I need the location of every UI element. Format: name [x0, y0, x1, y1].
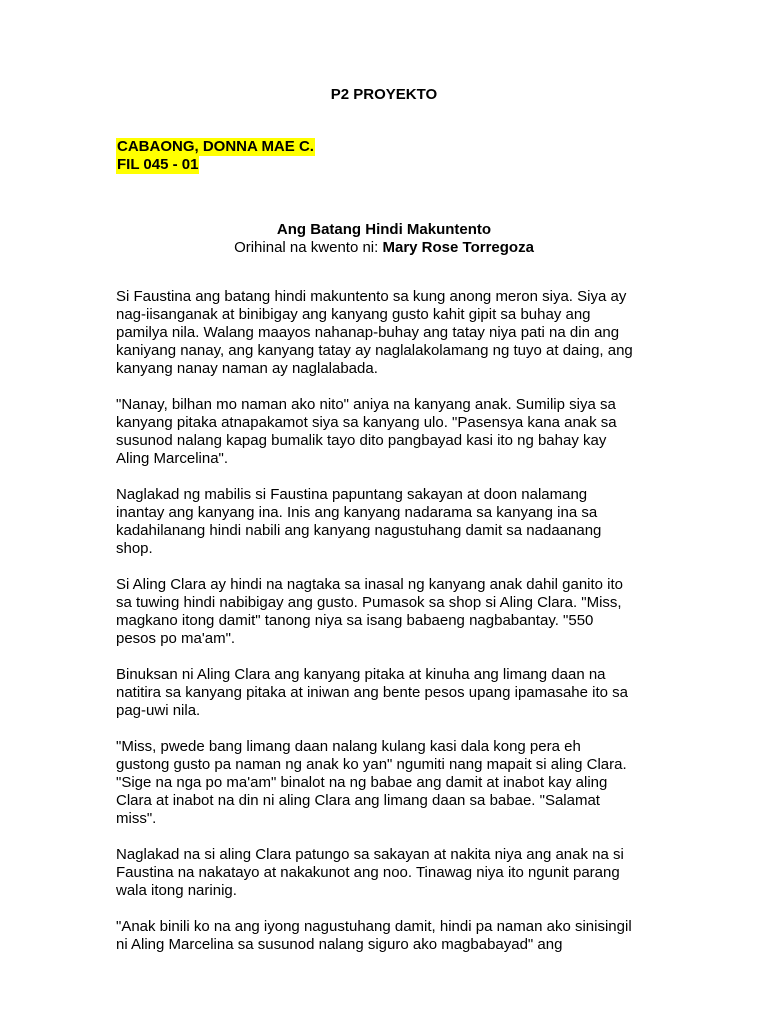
paragraph-line: shop. — [116, 540, 153, 557]
story-paragraph — [116, 288, 656, 378]
paragraph-line: pag-uwi nila. — [116, 702, 201, 719]
student-name: CABAONG, DONNA MAE C. — [117, 138, 314, 155]
paragraph-line: Aling Marcelina". — [116, 450, 229, 467]
paragraph-line: magkano itong damit" tanong niya sa isang babaeng nagbabantay. "550 — [116, 612, 594, 629]
paragraph-line: kanyang nanay naman ay naglalabada. — [116, 360, 378, 377]
paragraph-line: "Sige na nga po ma'am" binalot na ng babae ang damit at inabot kay aling — [116, 774, 608, 791]
story-paragraph — [116, 918, 656, 954]
paragraph-line: "Nanay, bilhan mo naman ako nito" aniya na kanyang anak. Sumilip siya sa — [116, 396, 616, 413]
paragraph-line: wala itong narinig. — [116, 882, 237, 899]
story-heading — [0, 221, 768, 257]
story-paragraph — [116, 396, 656, 468]
paragraph-line: Si Aling Clara ay hindi na nagtaka sa inasal ng kanyang anak dahil ganito ito — [116, 576, 624, 593]
author-name: Mary Rose Torregoza — [382, 239, 534, 256]
paragraph-line: Clara at inabot na din ni aling Clara ang limang daan sa babae. "Salamat — [116, 792, 600, 809]
paragraph-line: ni Aling Marcelina sa susunod nalang siguro ako magbabayad" ang — [116, 936, 563, 953]
story-title: Ang Batang Hindi Makuntento — [276, 221, 492, 238]
paragraph-line: sa tuwing hindi nabibigay ang gusto. Pumasok sa shop si Aling Clara. "Miss, — [116, 594, 622, 611]
paragraph-line: natitira sa kanyang pitaka at iniwan ang bente pesos upang ipamasahe ito sa — [116, 684, 629, 701]
paragraph-line: inantay ang kanyang ina. Inis ang kanyang nadarama sa kanyang ina sa — [116, 504, 598, 521]
student-info — [116, 138, 315, 174]
author-prefix: Orihinal na kwento ni: — [234, 239, 383, 256]
paragraph-line: Naglakad na si aling Clara patungo sa sakayan at nakita niya ang anak na si — [116, 846, 624, 863]
paragraph-line: susunod nalang kapag bumalik tayo dito pangbayad kasi ito ng bahay kay — [116, 432, 607, 449]
paragraph-line: kaniyang nanay, ang kanyang tatay ay naglalakolamang ng tuyo at daing, ang — [116, 342, 633, 359]
paragraph-line: nag-iisanganak at binibigay ang kanyang gusto kahit gipit sa buhay ang — [116, 306, 591, 323]
story-body — [116, 288, 656, 972]
paragraph-line: "Anak binili ko na ang iyong nagustuhang damit, hindi pa naman ako sinisingil — [116, 918, 632, 935]
paragraph-line: gustong gusto pa naman ng anak ko yan" ngumiti nang mapait si aling Clara. — [116, 756, 627, 773]
paragraph-line: Binuksan ni Aling Clara ang kanyang pitaka at kinuha ang limang daan na — [116, 666, 606, 683]
document-header: P2 PROYEKTO — [330, 86, 438, 103]
paragraph-line: pamilya nila. Walang maayos nahanap-buhay ang tatay niya pati na din ang — [116, 324, 620, 341]
paragraph-line: Naglakad ng mabilis si Faustina papuntang sakayan at doon nalamang — [116, 486, 588, 503]
paragraph-line: pesos po ma'am". — [116, 630, 236, 647]
story-paragraph — [116, 486, 656, 558]
paragraph-line: kadahilanang hindi nabili ang kanyang nagustuhang damit sa nadaanang — [116, 522, 602, 539]
paragraph-line: miss". — [116, 810, 157, 827]
paragraph-line: Si Faustina ang batang hindi makuntento sa kung anong meron siya. Siya ay — [116, 288, 627, 305]
story-author-line — [0, 239, 768, 257]
course-section: FIL 045 - 01 — [117, 156, 199, 173]
story-paragraph — [116, 846, 656, 900]
paragraph-line: "Miss, pwede bang limang daan nalang kulang kasi dala kong pera eh — [116, 738, 581, 755]
story-paragraph — [116, 666, 656, 720]
story-paragraph — [116, 738, 656, 828]
paragraph-line: kanyang pitaka atnapakamot siya sa kanyang ulo. "Pasensya kana anak sa — [116, 414, 617, 431]
paragraph-line: Faustina na nakatayo at nakakunot ang noo. Tinawag niya ito ngunit parang — [116, 864, 620, 881]
story-paragraph — [116, 576, 656, 648]
